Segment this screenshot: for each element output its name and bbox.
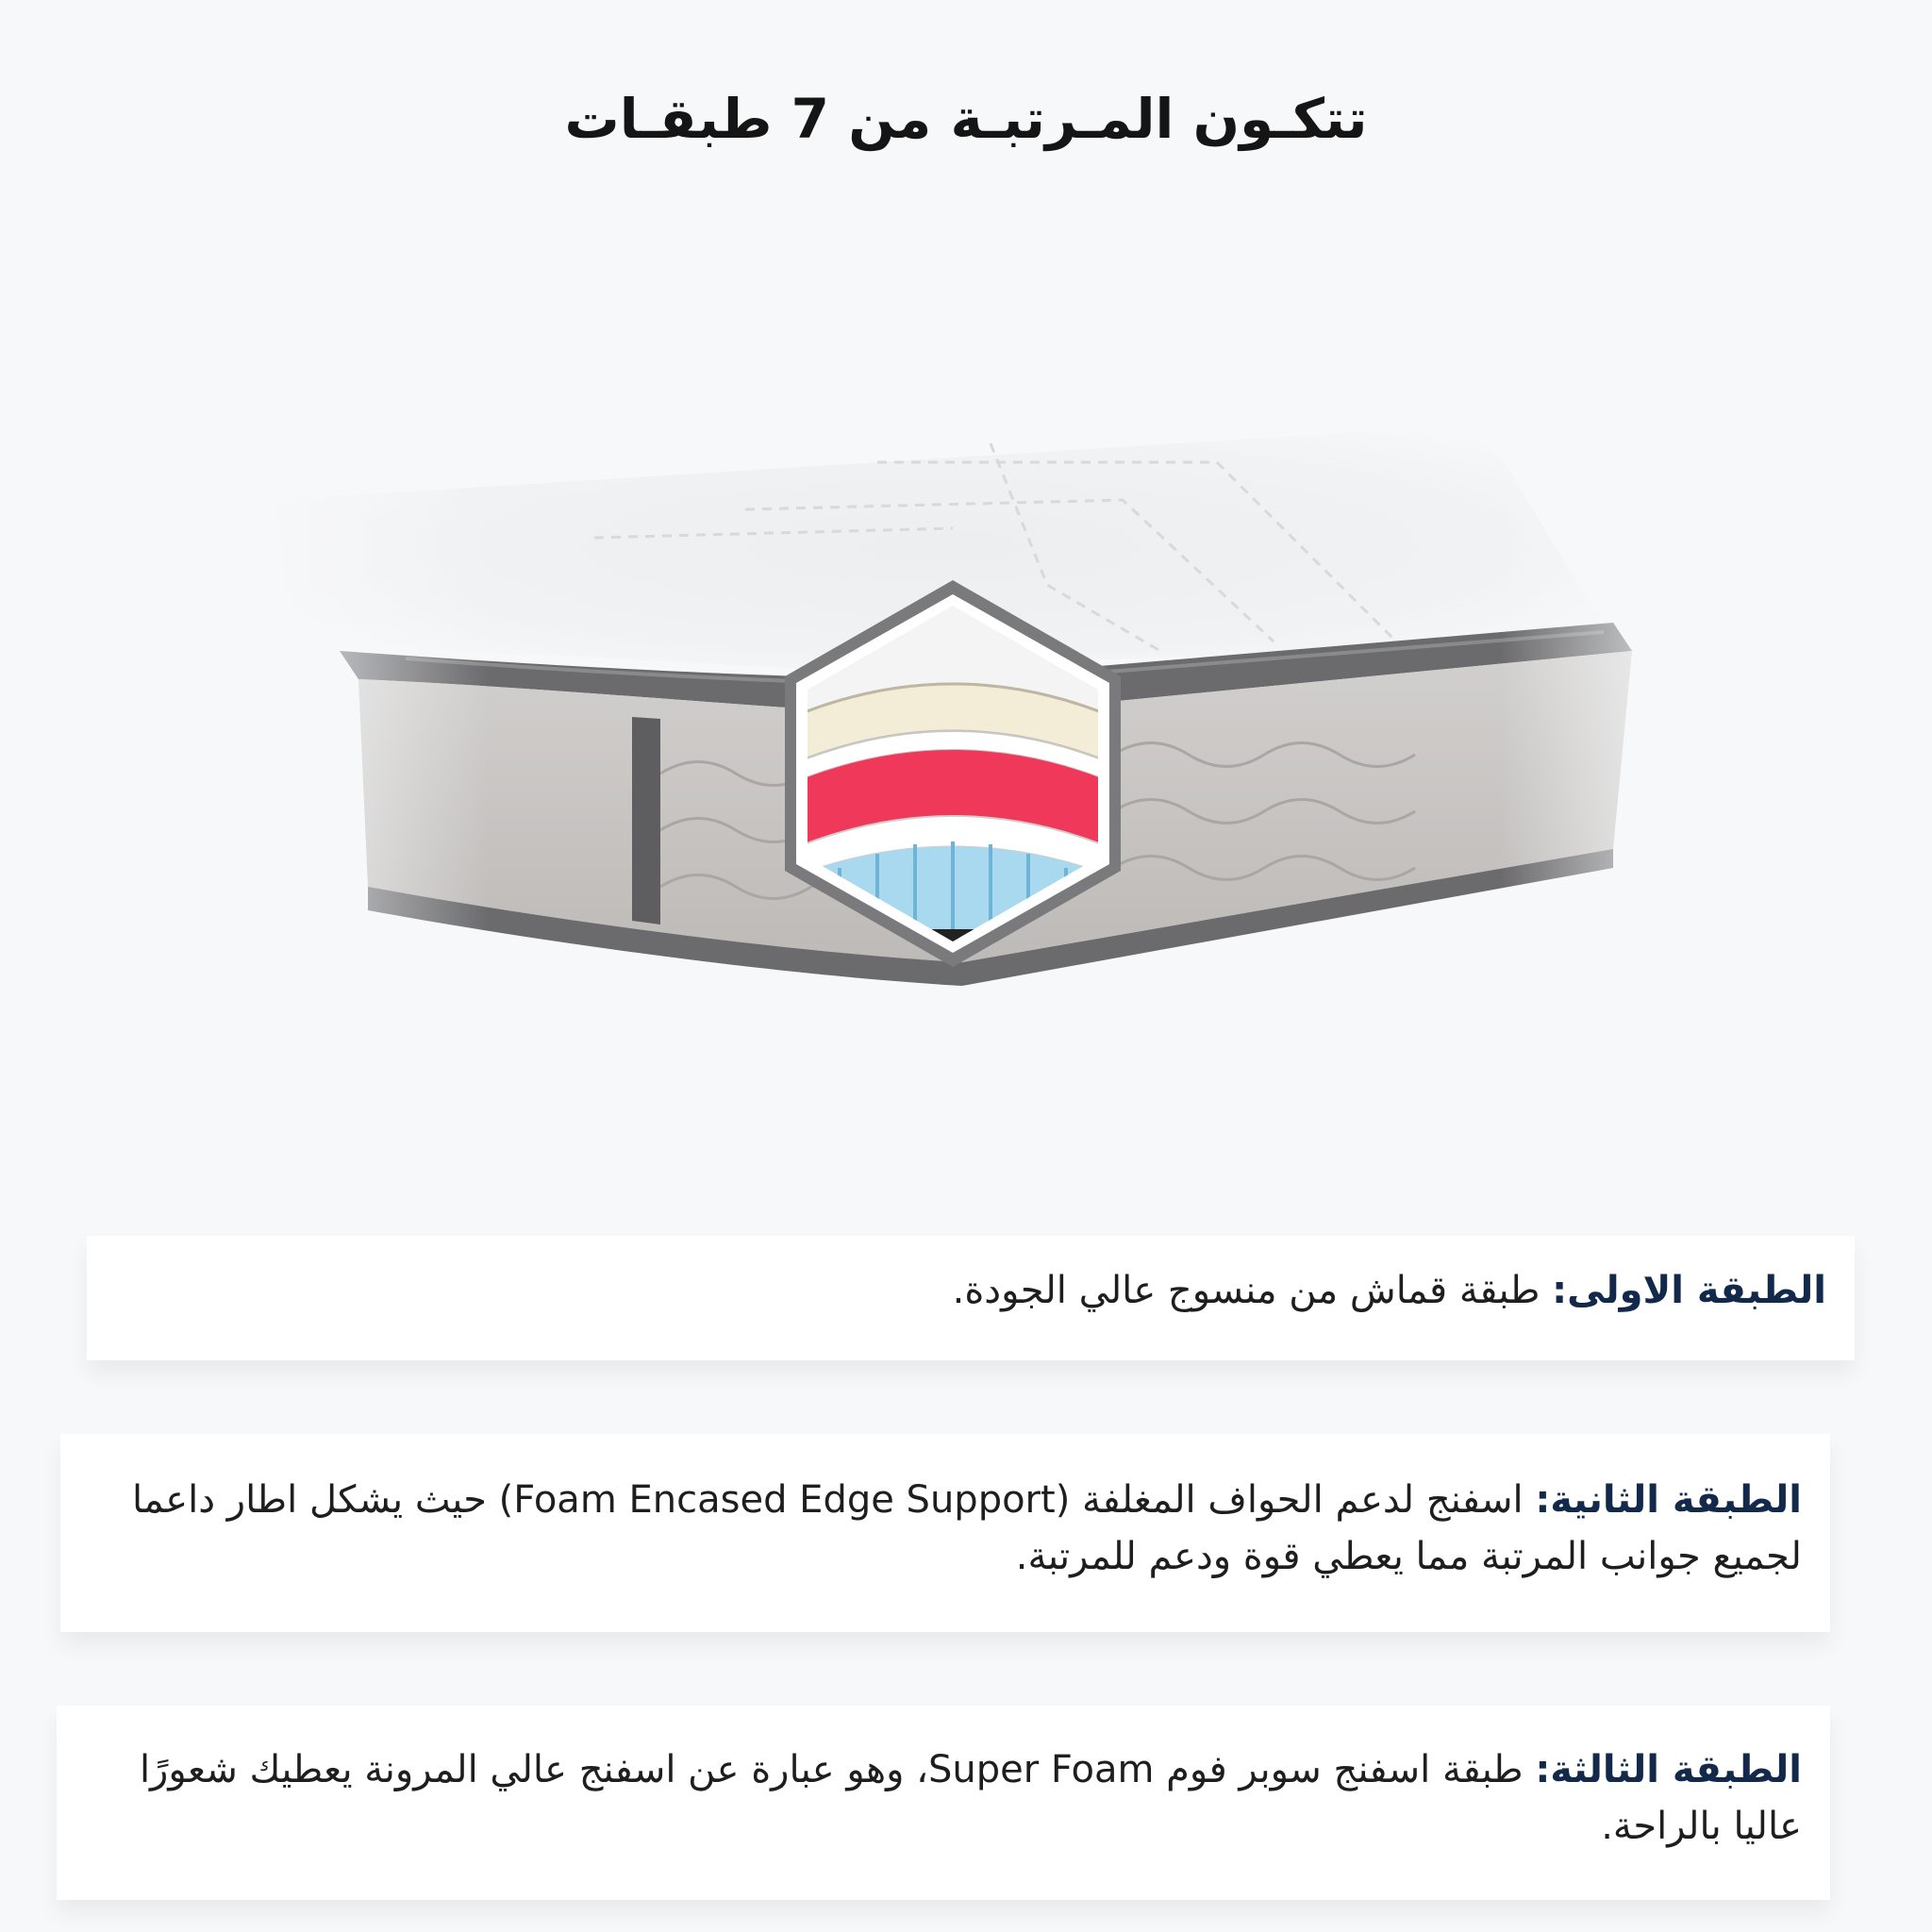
layer-2-label: الطبقة الثانية: bbox=[1535, 1478, 1802, 1522]
layer-card-2 bbox=[60, 1434, 1830, 1632]
page-title: تتكـون المـرتبـة من 7 طبقـات bbox=[564, 87, 1368, 151]
layer-card-3 bbox=[57, 1706, 1830, 1900]
layer-1-text: طبقة قماش من منسوج عالي الجودة. bbox=[952, 1269, 1541, 1312]
layer-1-label: الطبقة الاولى: bbox=[1552, 1269, 1826, 1312]
mattress-layers-image bbox=[217, 358, 1726, 1038]
layer-3-label: الطبقة الثالثة: bbox=[1535, 1748, 1802, 1791]
layer-3-text: طبقة اسفنج سوبر فوم Super Foam، وهو عبارة عن اسفنج عالي المرونة يعطيك شعورًا عاليا بالراحة. bbox=[139, 1748, 1802, 1848]
layer-card-1 bbox=[87, 1236, 1855, 1360]
layer-2-text: اسفنج لدعم الحواف المغلفة (Foam Encased Edge Support) حيث يشكل اطار داعما لجميع جوانب المرتبة مما يعطي قوة ودعم للمرتبة. bbox=[131, 1478, 1802, 1578]
